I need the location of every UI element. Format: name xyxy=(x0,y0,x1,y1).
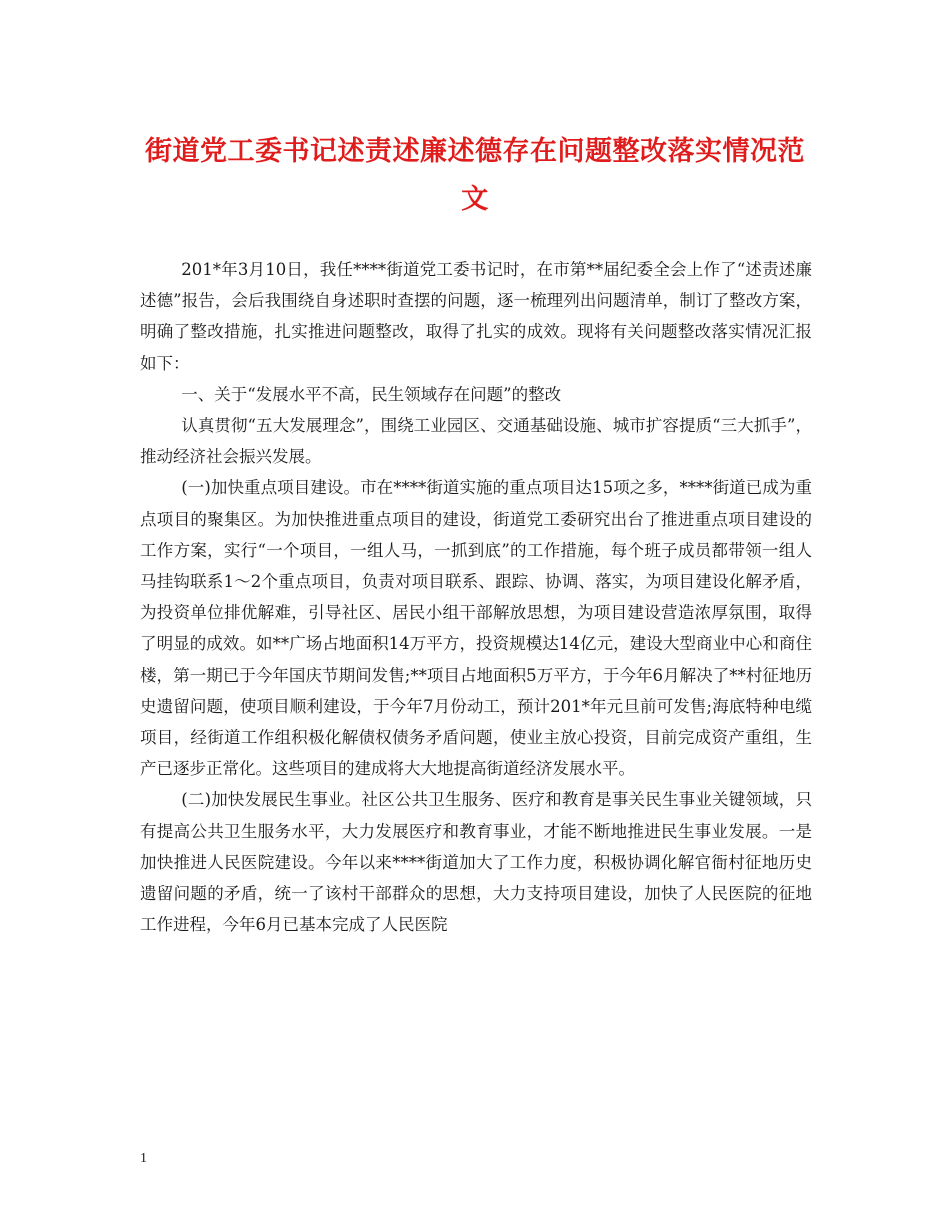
page-number: 1 xyxy=(140,1151,147,1166)
paragraph-overview: 认真贯彻“五大发展理念”，围绕工业园区、交通基础设施、城市扩容提质“三大抓手”，推动经济社会振兴发展。 xyxy=(140,416,812,467)
paragraph-livelihood: (二)加快发展民生事业。社区公共卫生服务、医疗和教育是事关民生事业关键领域，只有提高公共卫生服务水平，大力发展医疗和教育事业，才能不断地推进民生事业发展。一是加快推进人民医院建设。今年以来****街道加大了工作力度，积极协调化解官衙村征地历史遗留问题的矛盾，统一了该村干部群众的思想，大力支持项目建设，加快了人民医院的征地工作进程，今年6月已基本完成了人民医院 xyxy=(140,790,812,935)
paragraph-key-projects: (一)加快重点项目建设。市在****街道实施的重点项目达15项之多，****街道已成为重点项目的聚集区。为加快推进重点项目的建设，街道党工委研究出台了推进重点项目建设的工作方案，实行“一个项目，一组人马，一抓到底”的工作措施，每个班子成员都带领一组人马挂钩联系1～2个重点项目，负责对项目联系、跟踪、协调、落实，为项目建设化解矛盾，为投资单位排优解难，引导社区、居民小组干部解放思想，为项目建设营造浓厚氛围，取得了明显的成效。如**广场占地面积14万平方，投资规模达14亿元，建设大型商业中心和商住楼，第一期已于今年国庆节期间发售;**项目占地面积5万平方，于今年6月解决了**村征地历史遗留问题，使项目顺利建设，于今年7月份动工，预计201*年元旦前可发售;海底特种电缆项目，经街道工作组积极化解债权债务矛盾问题，使业主放心投资，目前完成资产重组，生产已逐步正常化。这些项目的建成将大大地提高街道经济发展水平。 xyxy=(140,478,812,779)
document-title: 街道党工委书记述责述廉述德存在问题整改落实情况范文 xyxy=(145,136,805,215)
paragraph-intro: 201*年3月10日，我任****街道党工委书记时，在市第**届纪委全会上作了“述责述廉述德”报告，会后我围绕自身述职时查摆的问题，逐一梳理列出问题清单，制订了整改方案，明确了整改措施，扎实推进问题整改，取得了扎实的成效。现将有关问题整改落实情况汇报如下： xyxy=(140,260,812,373)
section-heading: 一、关于“发展水平不高，民生领域存在问题”的整改 xyxy=(181,384,562,404)
document-body xyxy=(140,254,812,940)
